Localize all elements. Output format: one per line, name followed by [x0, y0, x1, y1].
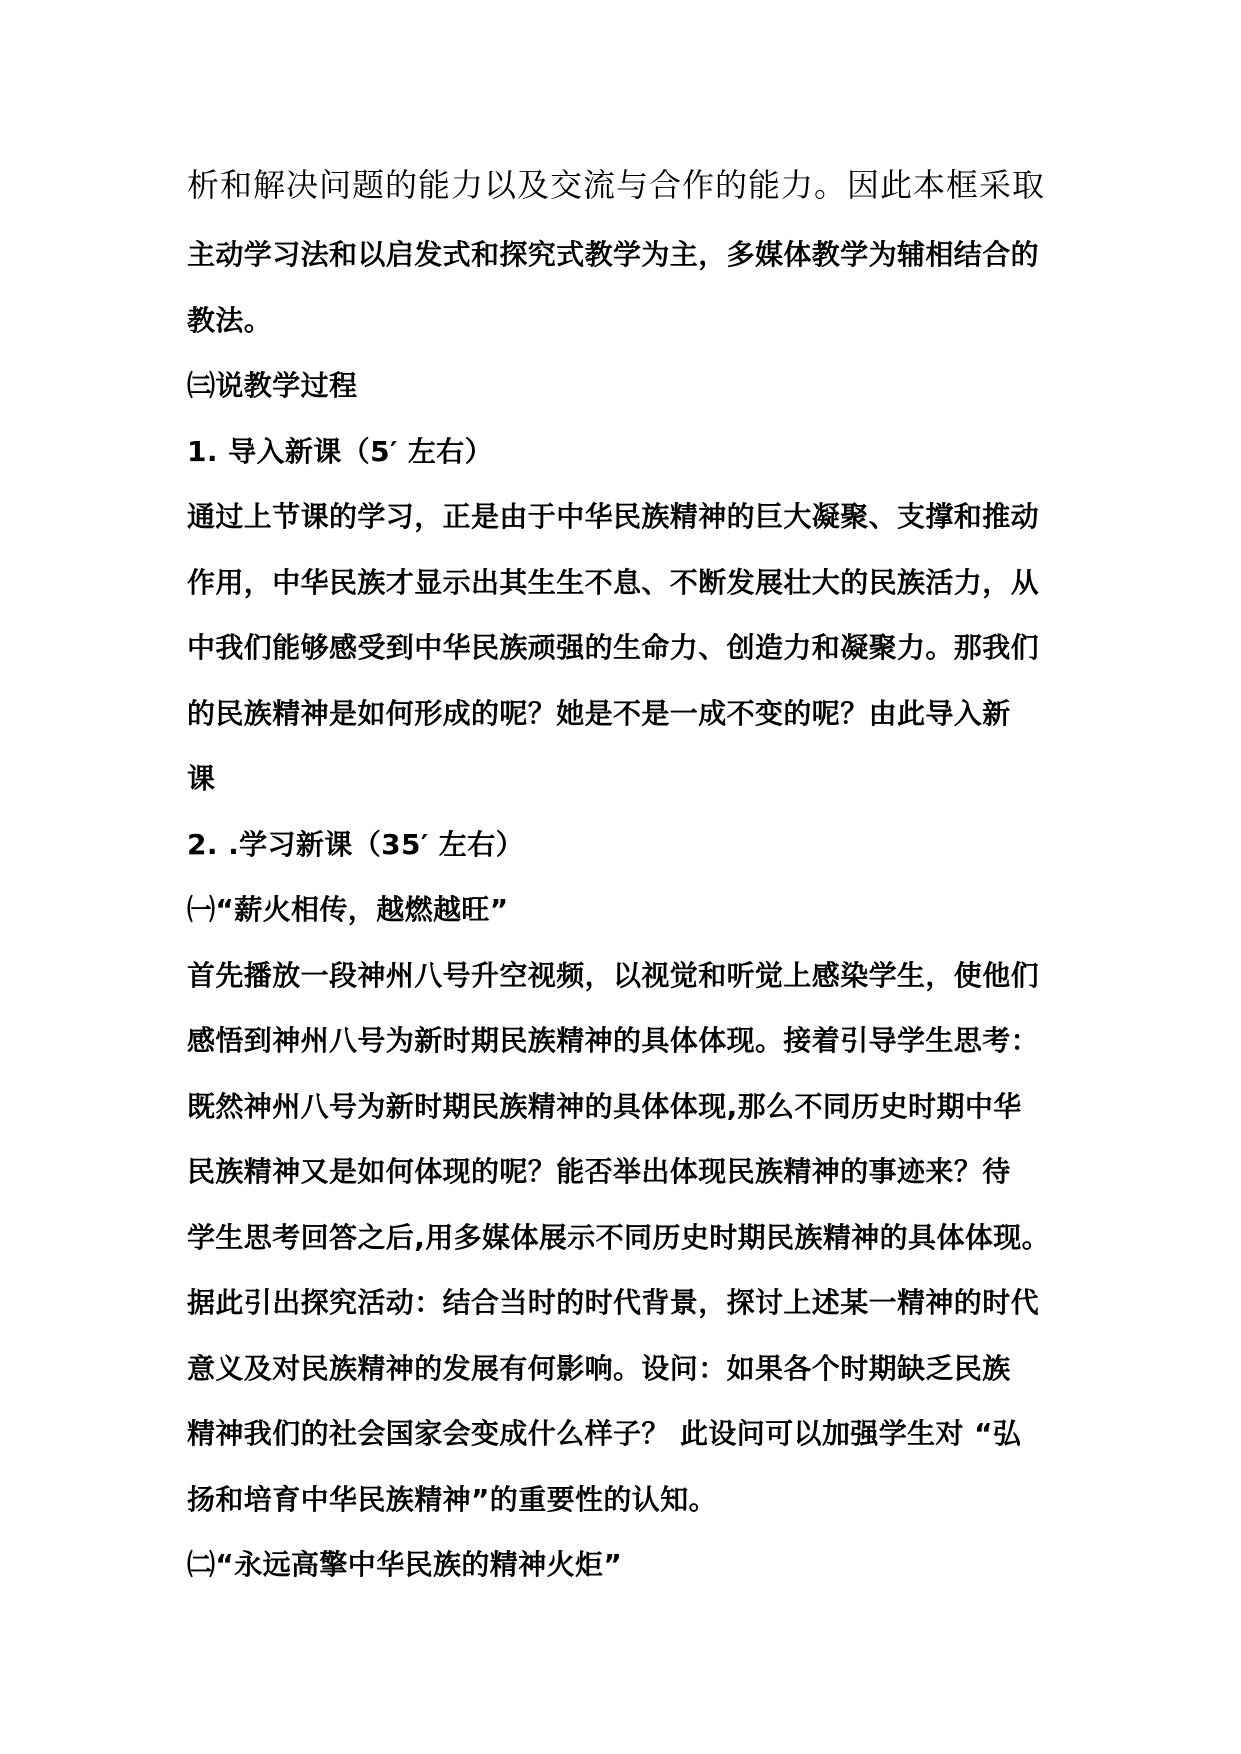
subheading-introduction: 1. 导入新课（5′ 左右）	[187, 434, 494, 468]
text-line-15: 既然神州八号为新时期民族精神的具体体现,那么不同历史时期中华	[187, 1089, 1022, 1123]
section-heading-teaching-process: ㈢说教学过程	[187, 369, 358, 402]
document-body	[187, 148, 1062, 1598]
text-line-7: 作用，中华民族才显示出其生生不息、不断发展壮大的民族活力，从	[187, 565, 1040, 599]
text-line-2: 主动学习法和以启发式和探究式教学为主，多媒体教学为辅相结合的	[187, 238, 1040, 271]
subheading-section-2: ㈡“永远高擎中华民族的精神火炬”	[187, 1548, 623, 1581]
subheading-new-lesson: 2. .学习新课（35′ 左右）	[187, 827, 525, 861]
text-line-13: 首先播放一段神州八号升空视频，以视觉和听觉上感染学生，使他们	[187, 958, 1040, 992]
text-line-19: 意义及对民族精神的发展有何影响。设问：如果各个时期缺乏民族	[187, 1351, 1011, 1385]
subheading-section-1: ㈠“薪火相传，越燃越旺”	[187, 893, 509, 926]
text-line-21: 扬和培育中华民族精神”的重要性的认知。	[187, 1482, 718, 1516]
text-line-20: 精神我们的社会国家会变成什么样子？ 此设问可以加强学生对 “弘	[187, 1417, 1022, 1450]
text-line-8: 中我们能够感受到中华民族顽强的生命力、创造力和凝聚力。那我们	[187, 631, 1040, 664]
text-line-9: 的民族精神是如何形成的呢？她是不是一成不变的呢？由此导入新	[187, 696, 1011, 730]
text-line-3: 教法。	[187, 303, 273, 337]
text-line-17: 学生思考回答之后,用多媒体展示不同历史时期民族精神的具体体现。	[187, 1220, 1051, 1254]
text-line-1: 析和解决问题的能力以及交流与合作的能力。因此本框采取	[187, 166, 1046, 204]
text-line-18: 据此引出探究活动：结合当时的时代背景，探讨上述某一精神的时代	[187, 1286, 1040, 1319]
text-line-14: 感悟到神州八号为新时期民族精神的具体体现。接着引导学生思考：	[187, 1024, 1040, 1057]
text-line-16: 民族精神又是如何体现的呢？能否举出体现民族精神的事迹来？待	[187, 1155, 1011, 1188]
text-line-10: 课	[187, 762, 216, 795]
text-line-6: 通过上节课的学习，正是由于中华民族精神的巨大凝聚、支撑和推动	[187, 500, 1040, 533]
